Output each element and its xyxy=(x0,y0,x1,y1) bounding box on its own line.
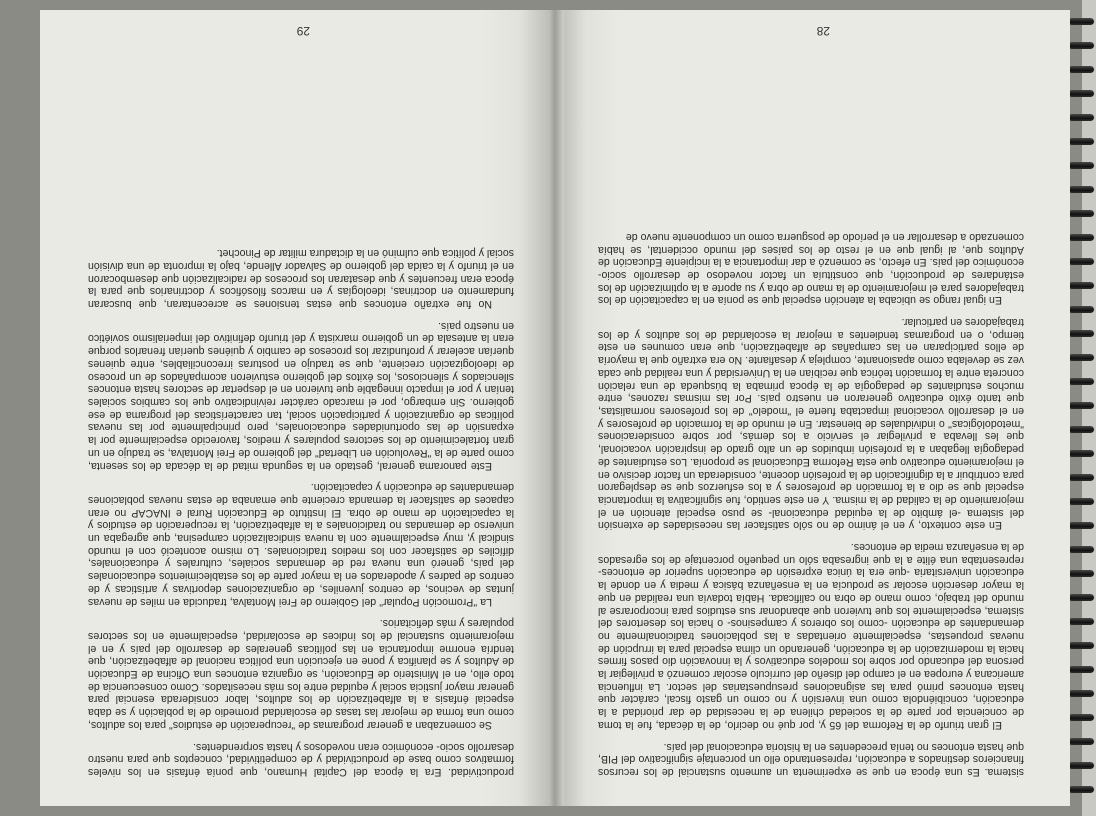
spiral-coil xyxy=(1070,306,1094,313)
paragraph: No fue extraño entonces que estas tensiones se acrecentaran, que buscaran fundamento en doctrinas, ideologías y en marcos filosóficos y doctrinarios que para la época eran frecuentes y que desataran los procesos de radicalización que desembocaron en el triunfo y la caída del gobierno de Salvador Allende, bajo la impronta de una división social y política que culminó en la dictadura militar de Pinochet. xyxy=(88,247,514,311)
spiral-coil xyxy=(1070,138,1094,145)
spiral-coil xyxy=(1070,162,1094,169)
spiral-coil xyxy=(1070,186,1094,193)
spiral-coil xyxy=(1070,402,1094,409)
spiral-coil xyxy=(1070,786,1094,793)
spiral-coil xyxy=(1070,426,1094,433)
spiral-coil xyxy=(1070,474,1094,481)
spiral-coil xyxy=(1070,642,1094,649)
spiral-coil xyxy=(1070,66,1094,73)
paragraph: La "Promoción Popular" del Gobierno de Frei Montalva, traducida en miles de nuevas juntas de vecinos, de centros juveniles, de organizaciones deportivas y artísticas y de centros de padres y apoderados en la mayor parte de los establecimientos educacionales del país, generó una nueva red de demandas sociales, culturales y educacionales, difíciles de satisfacer con los medios tradicionales. Lo mismo aconteció con el mundo sindical y, muy especialmente con la nueva sindicalización campesina, que agregaba un universo de demandas no tradicionales a la alfabetización, la recuperación de estudios y la capacitación de mano de obra. El Instituto de Educación Rural e INACAP no eran capaces de satisfacer la demanda creciente que emanaba de estas nuevas poblaciones demandantes de educación y capacitación. xyxy=(88,481,514,608)
paragraph: En este contexto, y en el ánimo de no sólo satisfacer las necesidades de extensión del sistema -el ámbito de la equidad educacional- se puso especial atención en el mejoramiento de la calidad de la misma. Y en este sentido, fue significativa la importancia especial que se dio a la formación de profesores y a los esfuerzos que se desplegaron para contribuir a la dignificación de la profesión docente, considerada un factor decisivo en el mejoramiento educativo que esta Reforma Educacional se proponía. Los estudiantes de pedagogía llegaban a la profesión imbuidos de un alto grado de inspiración vocacional, que les llevaba a privilegiar el servicio a los demás, por sobre consideraciones "metodológicas" o individuales de bienestar. En el mundo de la formación de profesores y en el desarrollo vocacional impactaba fuerte el "modelo" de los profesores normalistas, que tanto éxito educativo generaron en nuestro país. Por las mismas razones, entre muchos estudiantes de pedagogía de la época primaba la búsqueda de una relación concreta entre la formación teórica que recibían en la Universidad y una realidad que cada vez se develaba como apasionante, compleja y desafiante. No era extraño que la mayoría de ellos participaran en las campañas de alfabetización, que eran comunes en este tiempo, o en programas tendientes a mejorar la escolaridad de los adultos y de los trabajadores en particular. xyxy=(598,316,1024,532)
spiral-coil xyxy=(1070,618,1094,625)
spiral-coil xyxy=(1070,210,1094,217)
spiral-coil xyxy=(1070,282,1094,289)
spiral-coil xyxy=(1070,42,1094,49)
spiral-coil xyxy=(1070,666,1094,673)
spiral-coil xyxy=(1070,90,1094,97)
spiral-coil xyxy=(1070,570,1094,577)
book-spread-rotated xyxy=(40,10,1070,806)
page-number: 29 xyxy=(296,24,310,38)
spiral-coil xyxy=(1070,738,1094,745)
paragraph: El gran triunfo de la Reforma del 65 y, por qué no decirlo, de la década, fue la toma de conciencia por parte de la sociedad chilena de la necesidad de dar prioridad a la educación, concibiéndola como una inversión y no como un gasto fiscal, carácter que hasta entonces primó para las asignaciones presupuestarias del sector. La influencia americana y europea en el campo del diseño del currículo escolar comenzó a privilegiar la persona del educando por sobre los modelos educativos y la innovación dio pasos firmes hacia la modernización de la educación, generando un clima especial para la irrupción de nuevas propuestas, especialmente orientadas a las poblaciones tradicionalmente no demandantes de educación -como los obreros y campesinos- o hacia los desertores del sistema, especialmente los que tuvieron que abandonar sus estudios para incorporarse al mundo del trabajo, como mano de obra no calificada. Había todavía una realidad en que la mayor deserción escolar se producía en la enseñanza básica y media y en donde la educación universitaria -que era la única expresión de educación superior de entonces- representaba una élite a la que ingresaba sólo un pequeño porcentaje de los egresados de la enseñanza media de entonces. xyxy=(598,541,1024,731)
spiral-binding xyxy=(1066,0,1096,816)
spiral-coil xyxy=(1070,18,1094,25)
paragraph: productividad. Era la época del Capital Humano, que ponía énfasis en los niveles formativos como base de productividad y de competitividad, conceptos que para nuestro desarrollo socio- económico eran novedosos y hasta sorprendentes. xyxy=(88,740,514,778)
spiral-coil xyxy=(1070,450,1094,457)
page-number: 28 xyxy=(816,24,830,38)
page-28 xyxy=(560,10,1070,806)
paragraph: Se comenzaban a generar programas de "recuperación de estudios" para los adultos, como una forma de mejorar las tasas de escolaridad promedio de la población y se daba especial énfasis a la alfabetización de los adultos, labor considerada esencial para generar mayor justicia social y equidad entre los más necesitados. Como consecuencia de todo ello, en el Ministerio de Educación, se organiza entonces una Oficina de Educación de Adultos y se planifica y pone en ejecución una política nacional de alfabetización, que tendría enorme importancia en las políticas generales de desarrollo del país y en el mejoramiento sustancial de los índices de escolaridad, especialmente en los sectores populares y más deficitarios. xyxy=(88,617,514,731)
spiral-coil xyxy=(1070,594,1094,601)
page-29 xyxy=(40,10,550,806)
spiral-coil xyxy=(1070,378,1094,385)
paragraph: En igual rango se ubicaba la atención especial que se ponía en la capacitación de los trabajadores para el mejoramiento de la mano de obra y su aporte a la optimización de los estándares de producción, que constituía un factor novedoso de desarrollo socio-económico del país. En efecto, se comenzó a dar importancia a la incipiente Educación de Adultos que, al igual que en el resto de los países del mundo occidental, se había comenzado a desarrollar en el período de posguerra como un componente nuevo de xyxy=(598,230,1024,307)
spiral-coil xyxy=(1070,354,1094,361)
spiral-coil xyxy=(1070,114,1094,121)
spiral-coil xyxy=(1070,498,1094,505)
spiral-coil xyxy=(1070,258,1094,265)
spiral-coil xyxy=(1070,690,1094,697)
paragraph: Este panorama general, gestado en la segunda mitad de la década de los sesenta, como parte de la "Revolución en Libertad" del gobierno de Frei Montalva, se tradujo en un gran fortalecimiento de los sectores populares y medios, favorecido especialmente por la expansión de las oportunidades educacionales, pero principalmente por las nuevas políticas de organización y participación social, tan características del programa de ese gobierno. Sin embargo, por el marcado carácter reivindicativo que los cambios sociales tenían y por el impacto innegable que tuvieron en el despertar de sectores hasta entonces silenciados y silenciosos, los éxitos del gobierno estuvieron acompañados de un proceso de ideologización creciente, que se tradujo en posturas irreconciliables, entre quienes querían acelerar y profundizar los procesos de cambio y quiénes querían frenarlos porque eran la antesala de un gobierno marxista y del triunfo definitivo del imperialismo soviético en nuestro país. xyxy=(88,319,514,472)
paragraph: sistema. Es una época en que se experimenta un aumento sustancial de los recursos financieros destinados a educación, representando ello un porcentaje significativo del PIB, que hasta entonces no tenía precedentes en la historia educacional del país. xyxy=(598,740,1024,778)
spiral-coil xyxy=(1070,546,1094,553)
spiral-coil xyxy=(1070,330,1094,337)
spiral-coil xyxy=(1070,522,1094,529)
spiral-coil xyxy=(1070,234,1094,241)
spiral-coil xyxy=(1070,714,1094,721)
spiral-coil xyxy=(1070,762,1094,769)
